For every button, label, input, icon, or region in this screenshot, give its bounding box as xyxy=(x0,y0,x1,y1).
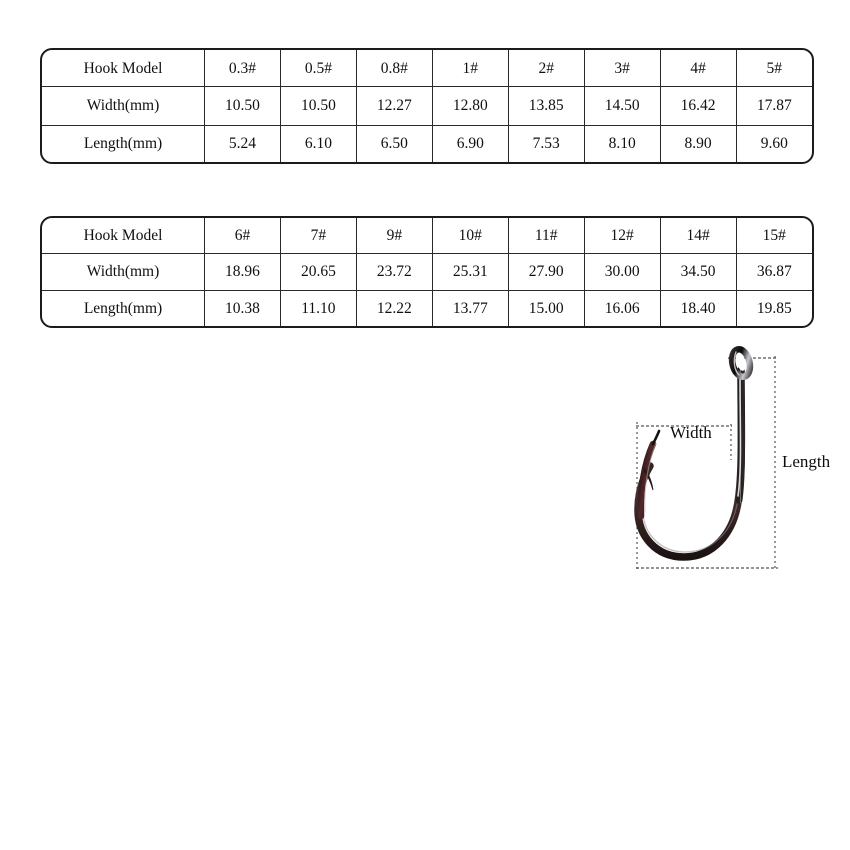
cell-width: 12.80 xyxy=(432,87,508,125)
cell-width: 14.50 xyxy=(584,87,660,125)
cell-length: 13.77 xyxy=(432,290,508,326)
hook-size-table-2 xyxy=(40,216,814,328)
row-header-hook-model: Hook Model xyxy=(42,50,205,87)
cell-model: 10# xyxy=(432,218,508,254)
table-row xyxy=(42,125,812,162)
cell-model: 14# xyxy=(660,218,736,254)
cell-length: 8.10 xyxy=(584,125,660,162)
cell-width: 10.50 xyxy=(280,87,356,125)
hook-point-tip xyxy=(653,431,659,444)
cell-length: 9.60 xyxy=(760,135,788,153)
hook-eye xyxy=(729,347,752,378)
cell-model: 7# xyxy=(280,218,356,254)
cell-model: 0.5# xyxy=(280,50,356,87)
cell-length: 16.06 xyxy=(584,290,660,326)
cell-width: 34.50 xyxy=(660,254,736,291)
length-dimension-label: Length xyxy=(782,452,831,471)
hook-bend-path xyxy=(638,370,741,557)
row-header-hook-model: Hook Model xyxy=(42,218,205,254)
cell-model: 11# xyxy=(508,218,584,254)
cell-model: 1# xyxy=(432,50,508,87)
cell-length: 19.85 xyxy=(756,299,792,317)
cell-width: 20.65 xyxy=(280,254,356,291)
cell-model: 12# xyxy=(584,218,660,254)
table-row xyxy=(42,254,812,291)
cell-width: 16.42 xyxy=(660,87,736,125)
cell-width: 23.72 xyxy=(356,254,432,291)
cell-model: 0.3# xyxy=(205,50,281,87)
row-header-width: Width(mm) xyxy=(42,87,205,125)
dimension-guide-lines xyxy=(636,356,778,570)
cell-model: 2# xyxy=(508,50,584,87)
cell-length: 18.40 xyxy=(660,290,736,326)
cell-width: 30.00 xyxy=(584,254,660,291)
row-header-length: Length(mm) xyxy=(42,290,205,326)
table-row xyxy=(42,290,812,326)
cell-width: 17.87 xyxy=(736,87,812,125)
cell-width: 13.85 xyxy=(508,87,584,125)
cell-model: 0.8# xyxy=(356,50,432,87)
cell-width: 36.87 xyxy=(736,254,812,291)
cell-length: 8.90 xyxy=(660,125,736,162)
table-row xyxy=(42,50,812,87)
cell-width: 18.96 xyxy=(205,254,281,291)
row-header-width: Width(mm) xyxy=(42,254,205,291)
row-header-length: Length(mm) xyxy=(42,125,205,162)
cell-length: 12.22 xyxy=(356,290,432,326)
cell-length: 11.10 xyxy=(280,290,356,326)
cell-length: 10.38 xyxy=(205,290,281,326)
table-row xyxy=(42,87,812,125)
cell-model: 3# xyxy=(584,50,660,87)
cell-length: 5.24 xyxy=(205,125,281,162)
cell-model: 6# xyxy=(205,218,281,254)
table-row xyxy=(42,218,812,254)
cell-length: 6.90 xyxy=(432,125,508,162)
cell-length: 6.10 xyxy=(280,125,356,162)
hook-size-table-2-grid xyxy=(42,218,812,326)
cell-width: 10.50 xyxy=(205,87,281,125)
cell-width: 27.90 xyxy=(508,254,584,291)
cell-model: 9# xyxy=(356,218,432,254)
width-dimension-label: Width xyxy=(670,423,712,442)
hook-size-table-1 xyxy=(40,48,814,164)
cell-model: 4# xyxy=(660,50,736,87)
cell-width: 25.31 xyxy=(432,254,508,291)
cell-length: 6.50 xyxy=(356,125,432,162)
cell-length: 15.00 xyxy=(508,290,584,326)
fishing-hook-dimension-diagram xyxy=(600,330,850,600)
hook-size-table-1-grid xyxy=(42,50,812,162)
cell-width: 12.27 xyxy=(356,87,432,125)
hook-body xyxy=(638,370,742,557)
cell-model: 5# xyxy=(736,50,812,87)
cell-length: 7.53 xyxy=(508,125,584,162)
cell-model: 15# xyxy=(736,218,812,254)
